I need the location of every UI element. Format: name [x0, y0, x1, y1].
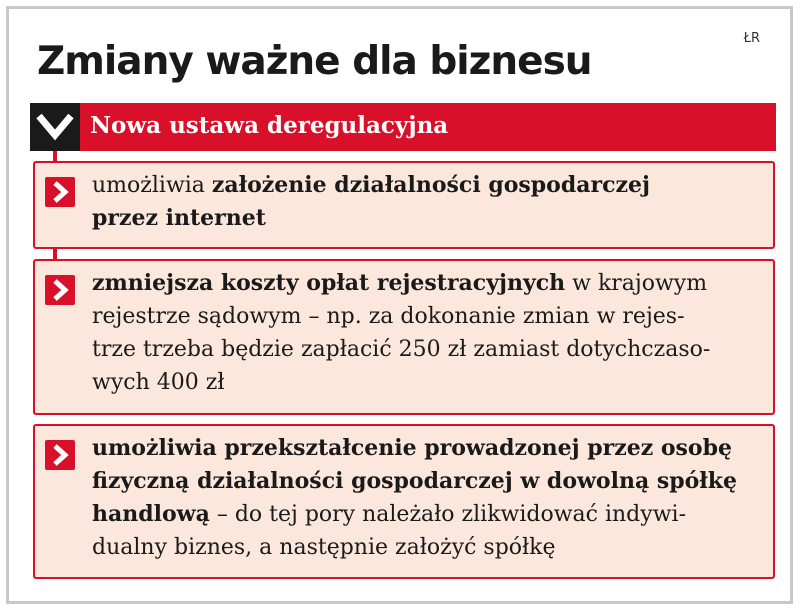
chevron-right-icon: [45, 177, 75, 207]
emphasis-text: przez internet: [92, 205, 266, 231]
list-item: [33, 161, 775, 249]
body-text: w krajowym: [565, 271, 708, 296]
emphasis-text: handlową: [92, 501, 210, 527]
page-title: Zmiany ważne dla biznesu: [37, 39, 592, 84]
list-item-text: [92, 267, 759, 399]
body-text: umożliwia: [92, 173, 212, 198]
section-header: [30, 103, 776, 151]
list-item-text: [92, 432, 759, 564]
body-text: rejestrze sądowym – np. za dokonanie zmian w rejes-: [92, 304, 685, 329]
author-credit: ŁR: [743, 31, 760, 46]
emphasis-text: zmniejsza koszty opłat rejestracyjnych: [92, 270, 566, 296]
chevron-down-icon: [30, 103, 80, 151]
list-item-text: [92, 169, 759, 235]
chevron-right-icon: [45, 275, 75, 305]
section-header-bar: [80, 103, 776, 151]
emphasis-text: fizyczną działalności gospodarczej w dowolną spółkę: [92, 468, 738, 494]
list-item: [33, 424, 775, 579]
chevron-right-icon: [45, 440, 75, 470]
emphasis-text: założenie działalności gospodarczej: [211, 172, 650, 198]
list-item: [33, 259, 775, 415]
body-text: wych 400 zł: [92, 370, 225, 395]
emphasis-text: umożliwia przekształcenie prowadzonej przez osobę: [92, 435, 732, 461]
section-header-label: Nowa ustawa deregulacyjna: [90, 112, 449, 139]
body-text: dualny biznes, a następnie założyć spółkę: [92, 535, 556, 560]
body-text: trze trzeba będzie zapłacić 250 zł zamiast dotychczaso-: [92, 337, 711, 362]
body-text: – do tej pory należało zlikwidować indywi-: [209, 502, 686, 527]
